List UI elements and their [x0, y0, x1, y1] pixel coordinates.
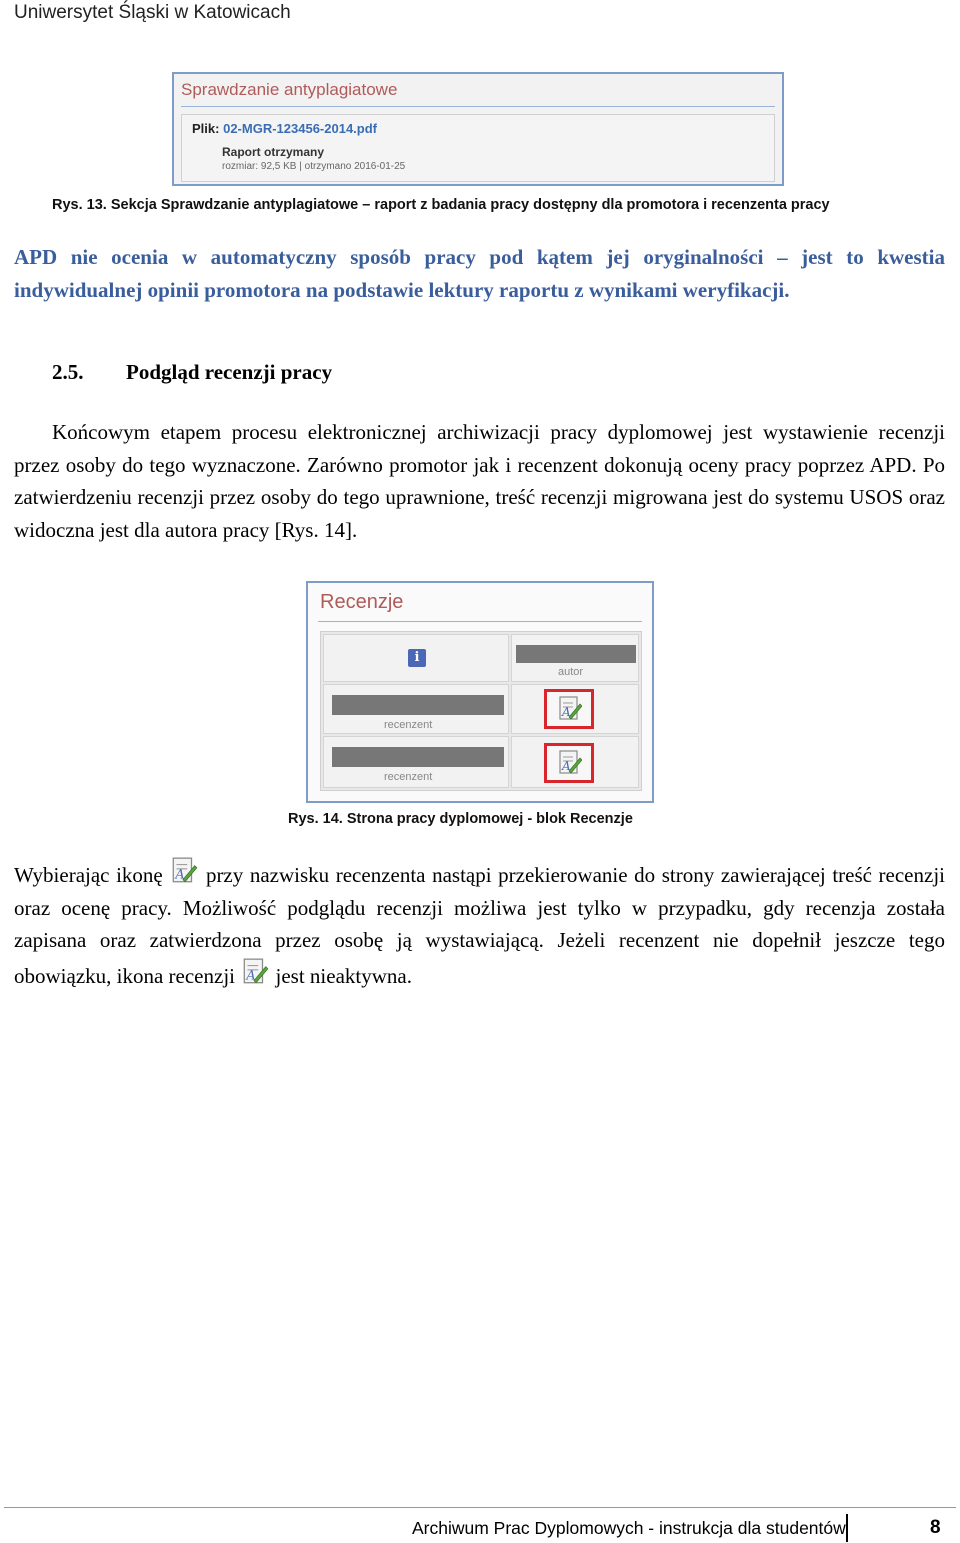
file-link[interactable]: 02-MGR-123456-2014.pdf: [223, 121, 377, 136]
antiplagiarism-panel-screenshot: [172, 72, 784, 186]
redacted-bar: [332, 747, 504, 767]
header-info-cell: [323, 634, 509, 682]
paragraph-text-part-1: Wybierając ikonę: [14, 863, 163, 887]
review-document-icon: [558, 749, 582, 777]
review-process-paragraph: Końcowym etapem procesu elektronicznej archiwizacji pracy dyplomowej jest wystawienie recenzji przez osoby do tego wyznaczone. Zarówno promotor jak i recenzent dokonują oceny pracy poprzez APD. Po zatwierdzeniu recenzji przez osoby do tego uprawnione, treść recenzji migrowana jest do systemu USOS oraz widoczna jest dla autora pracy [Rys. 14].: [14, 420, 945, 542]
panel-divider: [181, 106, 775, 107]
section-heading: [52, 360, 332, 385]
review-document-icon: [558, 695, 582, 723]
reviews-table: [320, 631, 642, 791]
svg-text:A: A: [175, 867, 186, 883]
file-line: [192, 121, 377, 136]
info-icon[interactable]: i: [408, 649, 426, 667]
footer-divider: [4, 1507, 956, 1508]
svg-text:A: A: [562, 759, 571, 773]
reviewer-label: recenzent: [384, 719, 433, 731]
reviewer-label: recenzent: [384, 771, 433, 783]
reviewer-name-cell: [323, 736, 509, 788]
page-number: 8: [930, 1517, 941, 1538]
panel-title: Sprawdzanie antyplagiatowe: [181, 80, 398, 99]
svg-text:A: A: [562, 705, 571, 719]
originality-note: APD nie ocenia w automatyczny sposób pracy pod kątem jej oryginalności – jest to kwestia indywidualnej opinii promotora na podstawie lektury raportu z wynikami weryfikacji.: [14, 245, 945, 302]
review-button[interactable]: [544, 743, 594, 783]
review-icon-paragraph: [14, 856, 945, 992]
redacted-bar: [332, 695, 504, 715]
figure-14-caption: Rys. 14. Strona pracy dyplomowej - blok Recenzje: [288, 811, 633, 827]
review-button[interactable]: [544, 689, 594, 729]
section-title: Podgląd recenzji pracy: [126, 360, 333, 384]
review-icon-inactive: [240, 957, 270, 987]
panel-title: Recenzje: [320, 591, 404, 613]
document-header-title: Uniwersytet Śląski w Katowicach: [14, 2, 291, 23]
review-document-icon: [240, 957, 270, 987]
review-action-cell: [511, 736, 639, 788]
footer-separator: [846, 1514, 848, 1542]
footer-title: Archiwum Prac Dyplomowych - instrukcja dla studentów: [412, 1518, 846, 1538]
review-icon: [169, 856, 199, 886]
review-action-cell: [511, 684, 639, 734]
figure-13-caption: Rys. 13. Sekcja Sprawdzanie antyplagiatowe – raport z badania pracy dostępny dla promotora i recenzenta pracy: [52, 197, 830, 213]
section-number: 2.5.: [52, 360, 84, 384]
header-author-cell: [511, 634, 639, 682]
svg-text:A: A: [246, 968, 256, 983]
file-info-box: [181, 114, 775, 182]
panel-divider: [318, 621, 642, 622]
paragraph-text-part-2: przy nazwisku recenzenta nastąpi przekierowanie do strony zawierającej treść recenzji oraz ocenę pracy. Możliwość podglądu recenzji możliwa jest tylko w przypadku, gdy recenzja została zapisana oraz zatwierdzona przez osobę ją wystawiającą. Jeżeli recenzent nie dopełnił jeszcze tego obowiązku, ikona recenzji: [14, 863, 945, 988]
paragraph-text-part-3: jest nieaktywna.: [275, 963, 412, 988]
reviewer-name-cell: [323, 684, 509, 734]
reviews-panel-screenshot: [306, 581, 654, 803]
file-label: Plik:: [192, 121, 220, 136]
report-status: Raport otrzymany: [222, 145, 325, 159]
author-label: autor: [558, 666, 584, 678]
report-meta: rozmiar: 92,5 KB | otrzymano 2016-01-25: [222, 161, 406, 172]
redacted-bar: [516, 645, 636, 663]
review-document-icon: [169, 856, 199, 886]
